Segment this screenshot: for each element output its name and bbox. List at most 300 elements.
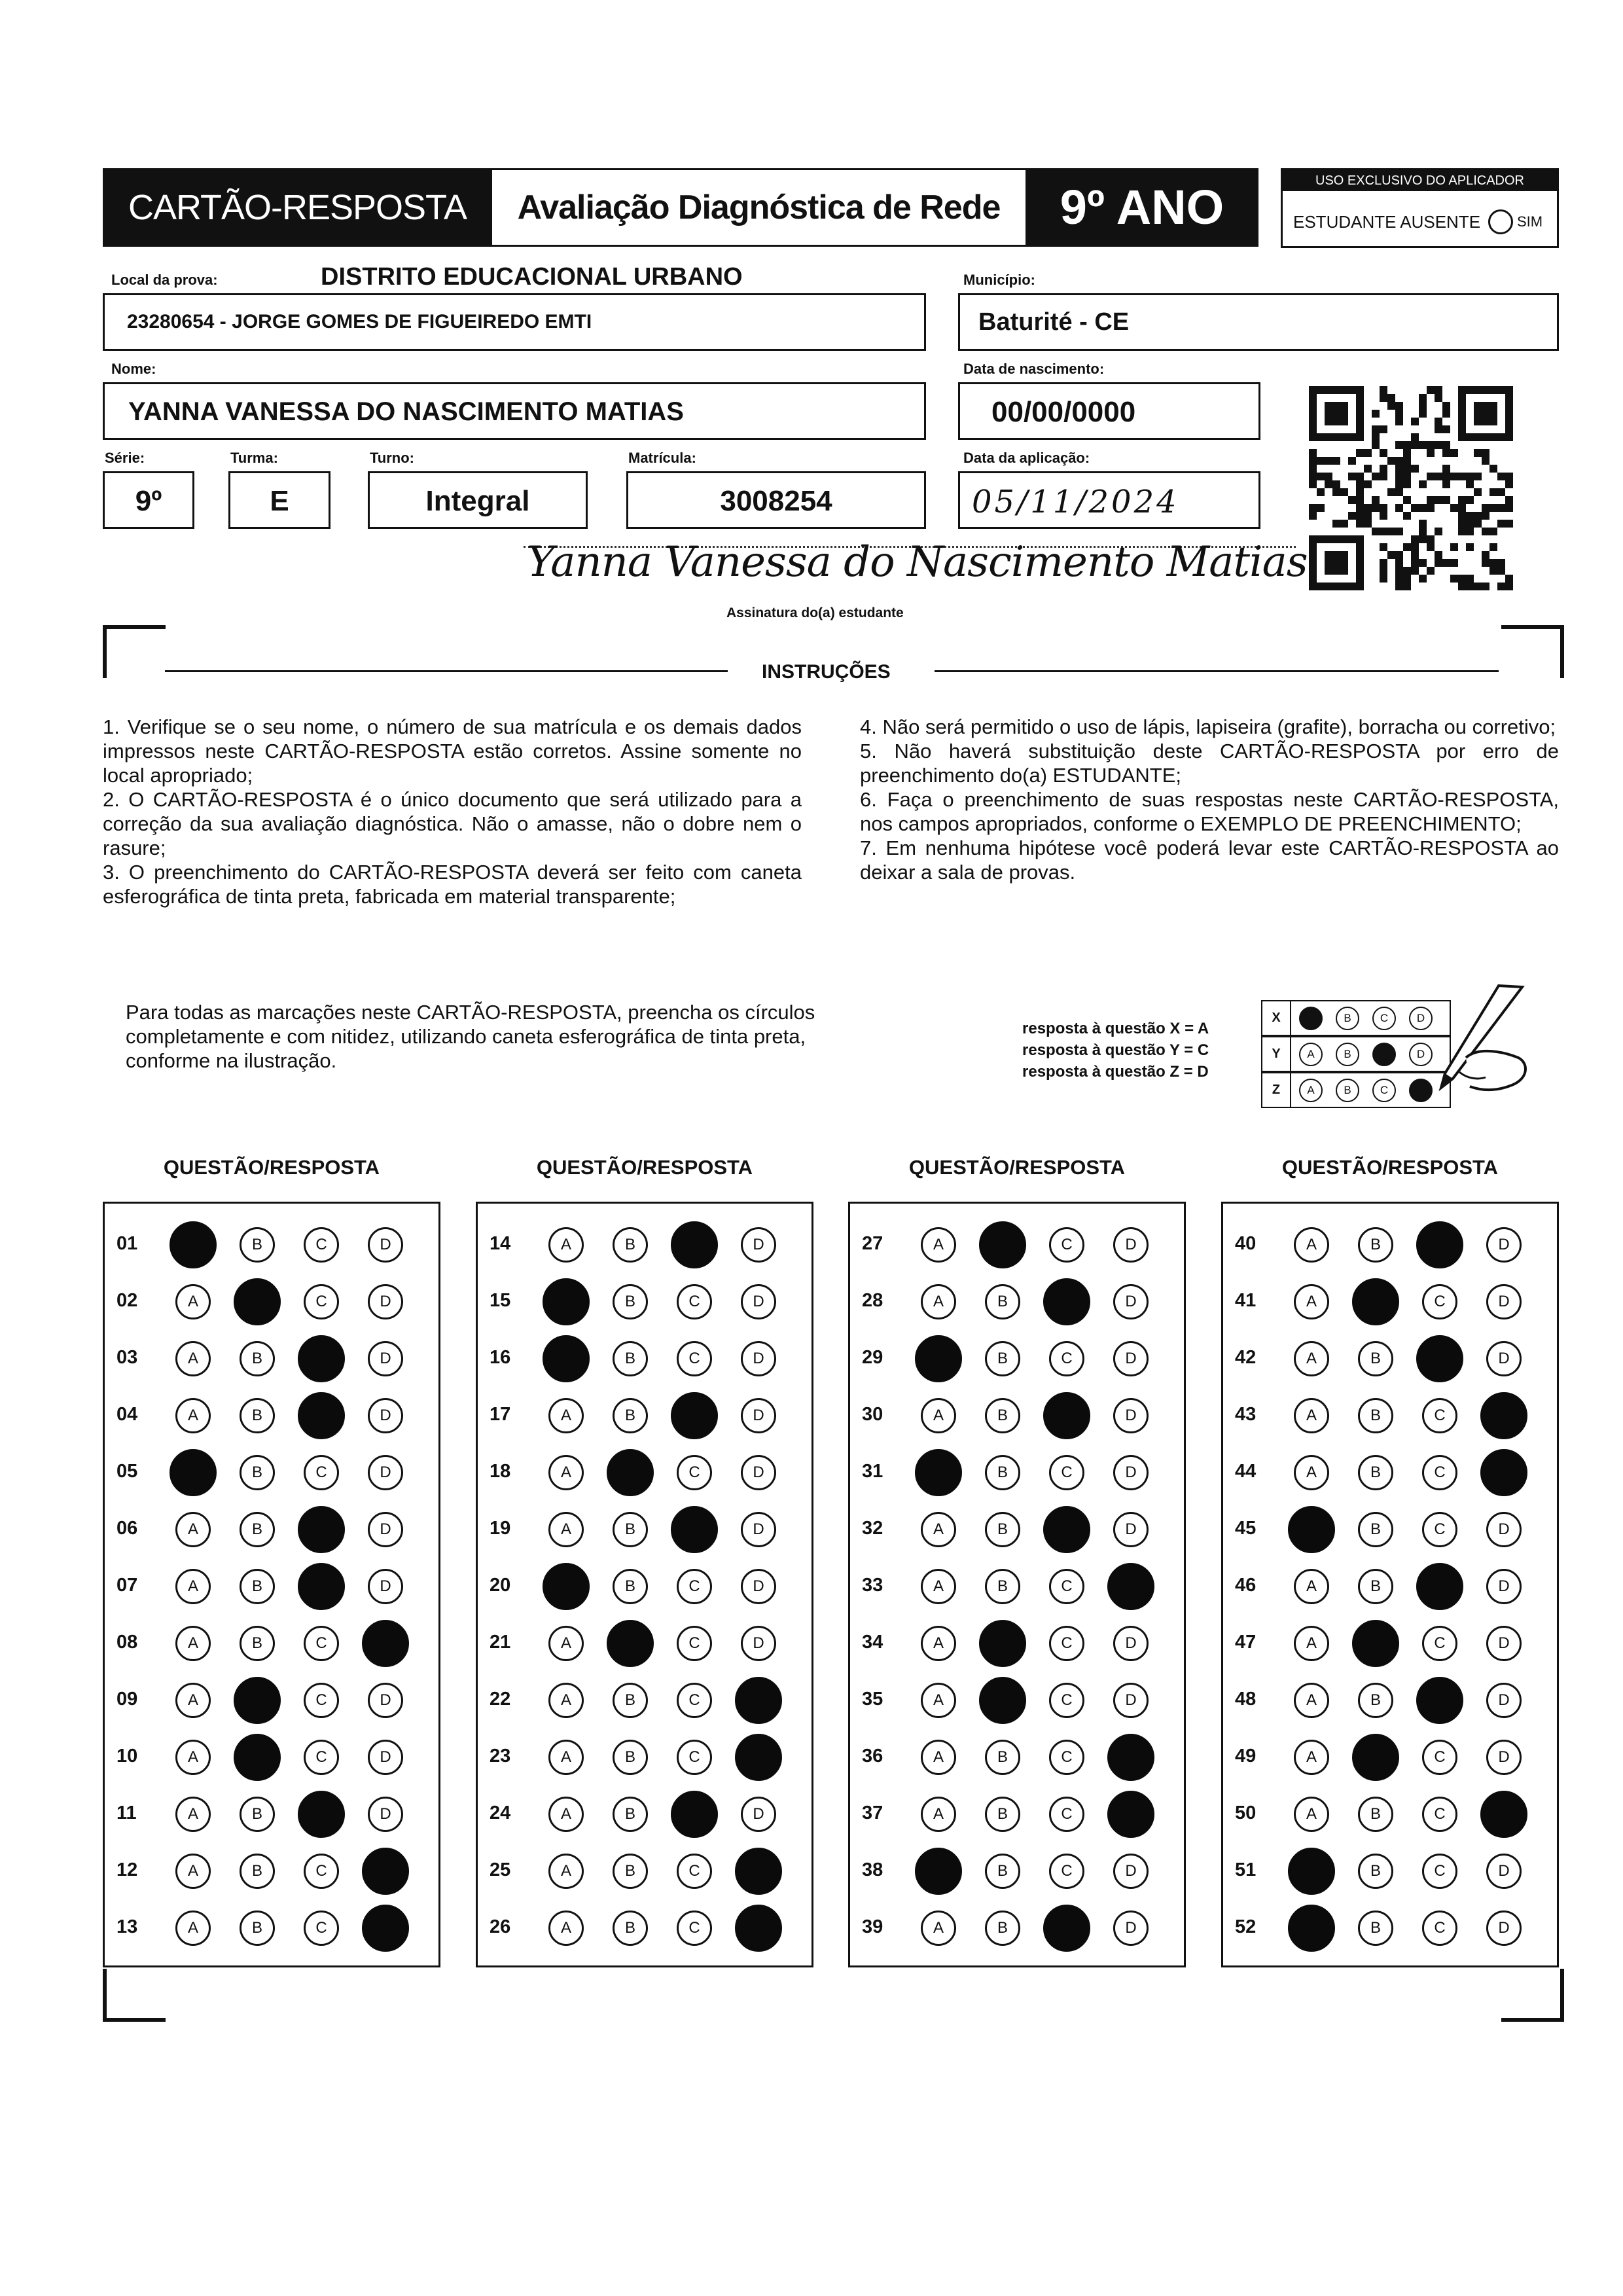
answer-bubble-a[interactable] <box>543 1563 590 1610</box>
turno-field <box>368 471 588 529</box>
question-number: 37 <box>862 1803 883 1823</box>
example-bubble-a <box>1299 1007 1323 1030</box>
answer-bubble-c[interactable]: C <box>304 1854 339 1889</box>
qr-module <box>1427 496 1435 504</box>
answer-bubble-d[interactable]: D <box>741 1626 776 1661</box>
answer-bubble-b[interactable] <box>979 1221 1026 1268</box>
answer-bubble-a[interactable]: A <box>921 1284 956 1319</box>
answer-bubble-d[interactable]: D <box>1113 1512 1149 1547</box>
answer-bubble-b[interactable] <box>234 1734 281 1781</box>
answer-bubble-d[interactable]: D <box>741 1284 776 1319</box>
answer-bubble-a[interactable]: A <box>921 1626 956 1661</box>
answer-bubble-c[interactable] <box>1043 1506 1090 1553</box>
answer-bubble-c[interactable]: C <box>1049 1341 1084 1376</box>
qr-module <box>1332 480 1340 488</box>
question-number: 36 <box>862 1746 883 1767</box>
answer-bubble-b[interactable]: B <box>985 1854 1020 1889</box>
answer-bubble-d[interactable] <box>362 1620 409 1667</box>
answer-bubble-a[interactable]: A <box>548 1854 584 1889</box>
question-number: 26 <box>490 1916 511 1937</box>
answer-bubble-b[interactable]: B <box>613 1227 648 1263</box>
answer-bubble-c[interactable]: C <box>304 1683 339 1718</box>
answer-bubble-d[interactable]: D <box>368 1740 403 1775</box>
answer-bubble-b[interactable] <box>1352 1620 1399 1667</box>
answer-bubble-a[interactable]: A <box>921 1512 956 1547</box>
answer-bubble-b[interactable]: B <box>613 1797 648 1832</box>
answer-bubble-d[interactable]: D <box>368 1683 403 1718</box>
answer-bubble-a[interactable]: A <box>175 1910 211 1946</box>
qr-module <box>1387 488 1395 496</box>
answer-bubble-b[interactable]: B <box>240 1569 275 1604</box>
answer-bubble-c[interactable]: C <box>677 1569 712 1604</box>
answer-bubble-b[interactable] <box>979 1620 1026 1667</box>
example-legend <box>1022 1018 1209 1083</box>
answer-bubble-b[interactable]: B <box>240 1227 275 1263</box>
answer-bubble-d[interactable]: D <box>1113 1284 1149 1319</box>
answer-bubble-a[interactable]: A <box>175 1398 211 1433</box>
answer-bubble-b[interactable]: B <box>613 1854 648 1889</box>
answer-bubble-d[interactable]: D <box>1486 1854 1522 1889</box>
answer-bubble-d[interactable]: D <box>1113 1227 1149 1263</box>
answer-bubble-a[interactable]: A <box>548 1626 584 1661</box>
qr-module <box>1403 480 1411 488</box>
qr-module <box>1466 520 1474 528</box>
qr-module <box>1403 583 1411 590</box>
answer-bubble-d[interactable]: D <box>1486 1284 1522 1319</box>
answer-bubble-b[interactable]: B <box>240 1797 275 1832</box>
answer-bubble-d[interactable] <box>1107 1563 1154 1610</box>
qr-module <box>1482 583 1489 590</box>
answer-bubble-b[interactable]: B <box>985 1341 1020 1376</box>
qr-module <box>1458 512 1466 520</box>
answer-bubble-b[interactable]: B <box>240 1910 275 1946</box>
qr-module <box>1348 512 1356 520</box>
answer-bubble-d[interactable]: D <box>368 1455 403 1490</box>
answer-bubble-d[interactable] <box>1107 1791 1154 1838</box>
qr-module <box>1442 496 1450 504</box>
answer-bubble-d[interactable]: D <box>741 1569 776 1604</box>
answer-bubble-d[interactable]: D <box>368 1797 403 1832</box>
answer-bubble-c[interactable]: C <box>1049 1797 1084 1832</box>
answer-bubble-d[interactable]: D <box>741 1227 776 1263</box>
answer-bubble-c[interactable]: C <box>304 1227 339 1263</box>
answer-bubble-a[interactable]: A <box>175 1512 211 1547</box>
question-row <box>1223 1557 1557 1614</box>
answer-bubble-b[interactable] <box>607 1620 654 1667</box>
answer-bubble-c[interactable]: C <box>304 1626 339 1661</box>
answer-bubble-c[interactable] <box>298 1506 345 1553</box>
answer-bubble-a[interactable]: A <box>175 1341 211 1376</box>
answer-bubble-c[interactable]: C <box>1049 1569 1084 1604</box>
qr-finder <box>1325 551 1348 575</box>
answer-bubble-a[interactable]: A <box>921 1797 956 1832</box>
answer-bubble-b[interactable]: B <box>613 1398 648 1433</box>
answer-bubble-a[interactable]: A <box>548 1740 584 1775</box>
qr-module <box>1505 504 1513 512</box>
answer-bubble-a[interactable]: A <box>548 1398 584 1433</box>
answer-bubble-c[interactable]: C <box>1422 1512 1457 1547</box>
answer-bubble-c[interactable]: C <box>304 1910 339 1946</box>
question-row <box>1223 1500 1557 1557</box>
answer-bubble-b[interactable]: B <box>240 1341 275 1376</box>
qr-module <box>1395 480 1403 488</box>
question-number: 15 <box>490 1290 511 1311</box>
answer-bubble-a[interactable]: A <box>1294 1227 1329 1263</box>
answer-bubble-a[interactable]: A <box>175 1626 211 1661</box>
qr-module <box>1505 473 1513 480</box>
question-number: 24 <box>490 1803 511 1823</box>
answer-bubble-c[interactable] <box>1416 1335 1463 1382</box>
answer-bubble-d[interactable]: D <box>1113 1341 1149 1376</box>
answer-bubble-b[interactable]: B <box>985 1512 1020 1547</box>
qr-module <box>1450 473 1458 480</box>
answer-bubble-c[interactable]: C <box>677 1284 712 1319</box>
question-number: 32 <box>862 1518 883 1539</box>
answer-bubble-a[interactable]: A <box>921 1740 956 1775</box>
answer-bubble-d[interactable]: D <box>741 1455 776 1490</box>
answer-bubble-d[interactable] <box>735 1905 782 1952</box>
qr-module <box>1372 504 1380 512</box>
qr-module <box>1317 504 1325 512</box>
answer-bubble-a[interactable]: A <box>1294 1797 1329 1832</box>
answer-bubble-c[interactable]: C <box>304 1284 339 1319</box>
qr-module <box>1505 520 1513 528</box>
answer-bubble-b[interactable]: B <box>985 1398 1020 1433</box>
answer-bubble-d[interactable]: D <box>741 1341 776 1376</box>
answer-bubble-c[interactable] <box>671 1791 718 1838</box>
answer-bubble-b[interactable]: B <box>1358 1227 1393 1263</box>
question-number: 40 <box>1235 1233 1257 1254</box>
answer-bubble-d[interactable] <box>1107 1734 1154 1781</box>
answer-bubble-c[interactable]: C <box>677 1455 712 1490</box>
turma-value: E <box>270 485 289 517</box>
answer-bubble-d[interactable]: D <box>1486 1683 1522 1718</box>
answer-bubble-c[interactable]: C <box>1422 1797 1457 1832</box>
answer-bubble-a[interactable]: A <box>1294 1455 1329 1490</box>
answer-bubble-c[interactable] <box>1043 1905 1090 1952</box>
answer-bubble-d[interactable]: D <box>1113 1398 1149 1433</box>
aplicacao-value: 05/11/2024 <box>972 484 1179 520</box>
qr-module <box>1419 520 1427 528</box>
answer-bubble-a[interactable] <box>1288 1848 1335 1895</box>
qr-module <box>1403 473 1411 480</box>
answer-bubble-a[interactable]: A <box>548 1227 584 1263</box>
answer-bubble-d[interactable]: D <box>741 1512 776 1547</box>
answer-bubble-b[interactable]: B <box>613 1569 648 1604</box>
qr-module <box>1466 480 1474 488</box>
answer-bubble-c[interactable]: C <box>677 1910 712 1946</box>
answer-bubble-c[interactable] <box>1416 1221 1463 1268</box>
qr-finder <box>1474 402 1497 425</box>
answer-bubble-c[interactable] <box>1043 1278 1090 1325</box>
qr-module <box>1489 559 1497 567</box>
answer-bubble-c[interactable] <box>671 1506 718 1553</box>
answer-bubble-c[interactable]: C <box>677 1341 712 1376</box>
nascimento-label: Data de nascimento: <box>963 361 1105 377</box>
qr-module <box>1356 504 1364 512</box>
answer-bubble-b[interactable]: B <box>240 1512 275 1547</box>
answer-bubble-a[interactable]: A <box>175 1569 211 1604</box>
answer-bubble-c[interactable]: C <box>304 1455 339 1490</box>
answer-bubble-a[interactable]: A <box>921 1910 956 1946</box>
answer-bubble-a[interactable] <box>543 1278 590 1325</box>
answer-bubble-d[interactable]: D <box>1486 1227 1522 1263</box>
qr-module <box>1442 559 1450 567</box>
answer-bubble-a[interactable]: A <box>1294 1683 1329 1718</box>
answer-bubble-d[interactable]: D <box>368 1398 403 1433</box>
answer-bubble-c[interactable] <box>1043 1392 1090 1439</box>
school-field <box>103 293 926 351</box>
question-number: 35 <box>862 1689 883 1710</box>
answer-bubble-a[interactable]: A <box>548 1512 584 1547</box>
answer-bubble-d[interactable]: D <box>1486 1512 1522 1547</box>
answer-bubble-d[interactable]: D <box>1113 1683 1149 1718</box>
answer-bubble-d[interactable]: D <box>1486 1569 1522 1604</box>
qr-module <box>1497 520 1505 528</box>
qr-module <box>1419 410 1427 418</box>
qr-module <box>1380 449 1387 457</box>
instructions-right: 4. Não será permitido o uso de lápis, lapiseira (grafite), borracha ou corretivo; 5. Não haverá substituição deste CARTÃO-RESPOSTA por erro de preenchimento do(a) ESTUDANTE; 6. Faça o preenchimento de suas respostas neste CARTÃO-RESPOSTA, nos campos apropriados, conforme o EXEMPLO DE PREENCHIMENTO; 7. Em nenhuma hipótese você poderá levar este CARTÃO-RESPOSTA ao deixar a sala de provas. <box>860 715 1559 884</box>
answer-bubble-b[interactable] <box>234 1278 281 1325</box>
answer-bubble-b[interactable] <box>979 1677 1026 1724</box>
answer-bubble-a[interactable]: A <box>1294 1740 1329 1775</box>
answer-bubble-d[interactable] <box>362 1905 409 1952</box>
answer-bubble-b[interactable]: B <box>1358 1455 1393 1490</box>
answer-bubble-b[interactable]: B <box>1358 1341 1393 1376</box>
matricula-label: Matrícula: <box>628 450 696 466</box>
municipio-value: Baturité - CE <box>978 308 1130 336</box>
qr-module <box>1403 449 1411 457</box>
qr-module <box>1442 441 1450 449</box>
qr-module <box>1482 457 1489 465</box>
answer-bubble-d[interactable]: D <box>1486 1740 1522 1775</box>
answer-bubble-a[interactable]: A <box>1294 1569 1329 1604</box>
answer-bubble-b[interactable]: B <box>613 1740 648 1775</box>
answer-bubble-b[interactable]: B <box>240 1455 275 1490</box>
answer-bubble-b[interactable]: B <box>985 1455 1020 1490</box>
question-row <box>850 1500 1184 1557</box>
answer-bubble-c[interactable] <box>671 1221 718 1268</box>
answer-bubble-a[interactable]: A <box>175 1683 211 1718</box>
answer-bubble-b[interactable] <box>234 1677 281 1724</box>
qr-module <box>1380 386 1387 394</box>
qr-module <box>1489 528 1497 535</box>
answer-bubble-b[interactable]: B <box>240 1626 275 1661</box>
answer-bubble-c[interactable]: C <box>677 1626 712 1661</box>
answer-bubble-c[interactable]: C <box>1049 1626 1084 1661</box>
grade-label: 9º ANO <box>1026 168 1258 247</box>
answer-bubble-a[interactable] <box>169 1221 217 1268</box>
answer-bubble-c[interactable]: C <box>1422 1398 1457 1433</box>
question-row <box>850 1785 1184 1842</box>
answer-bubble-a[interactable]: A <box>921 1569 956 1604</box>
question-row <box>850 1215 1184 1272</box>
qr-module <box>1474 512 1482 520</box>
question-number: 44 <box>1235 1461 1257 1482</box>
qr-module <box>1435 418 1442 425</box>
answer-bubble-c[interactable]: C <box>1049 1854 1084 1889</box>
qr-module <box>1332 520 1340 528</box>
answer-bubble-b[interactable] <box>1352 1734 1399 1781</box>
answer-bubble-c[interactable]: C <box>1422 1910 1457 1946</box>
qr-module <box>1474 488 1482 496</box>
qr-module <box>1419 480 1427 488</box>
answer-bubble-d[interactable]: D <box>741 1797 776 1832</box>
answer-bubble-b[interactable]: B <box>985 1284 1020 1319</box>
answer-bubble-d[interactable]: D <box>1486 1341 1522 1376</box>
answer-bubble-a[interactable]: A <box>548 1910 584 1946</box>
answer-bubble-c[interactable] <box>298 1392 345 1439</box>
qr-module <box>1489 567 1497 575</box>
answer-bubble-b[interactable]: B <box>985 1910 1020 1946</box>
answer-bubble-b[interactable] <box>607 1449 654 1496</box>
answer-bubble-b[interactable]: B <box>985 1797 1020 1832</box>
answer-bubble-b[interactable]: B <box>613 1910 648 1946</box>
answer-bubble-d[interactable]: D <box>1113 1455 1149 1490</box>
qr-module <box>1380 425 1387 433</box>
qr-module <box>1427 504 1435 512</box>
example-bubble-c: C <box>1372 1079 1396 1102</box>
answer-bubble-a[interactable] <box>915 1449 962 1496</box>
answer-bubble-c[interactable]: C <box>304 1740 339 1775</box>
answer-bubble-d[interactable]: D <box>1113 1854 1149 1889</box>
question-row <box>105 1557 438 1614</box>
answer-bubble-b[interactable]: B <box>240 1854 275 1889</box>
answer-bubble-b[interactable]: B <box>613 1683 648 1718</box>
student-absent-bubble[interactable] <box>1488 209 1513 234</box>
answer-bubble-c[interactable]: C <box>677 1683 712 1718</box>
qr-module <box>1450 543 1458 551</box>
qr-module <box>1395 410 1403 418</box>
answer-bubble-d[interactable]: D <box>368 1284 403 1319</box>
answer-bubble-a[interactable]: A <box>1294 1398 1329 1433</box>
answer-bubble-c[interactable]: C <box>1422 1284 1457 1319</box>
answer-bubble-a[interactable]: A <box>1294 1626 1329 1661</box>
answer-bubble-a[interactable]: A <box>548 1455 584 1490</box>
answer-bubble-b[interactable]: B <box>1358 1854 1393 1889</box>
answer-bubble-d[interactable] <box>735 1734 782 1781</box>
answer-bubble-c[interactable]: C <box>1422 1740 1457 1775</box>
answer-bubble-a[interactable]: A <box>921 1683 956 1718</box>
answer-bubble-d[interactable] <box>362 1848 409 1895</box>
qr-module <box>1387 457 1395 465</box>
answer-bubble-c[interactable] <box>298 1791 345 1838</box>
question-number: 29 <box>862 1347 883 1368</box>
answer-bubble-b[interactable]: B <box>985 1740 1020 1775</box>
qr-module <box>1387 528 1395 535</box>
qr-module <box>1474 520 1482 528</box>
answer-bubble-c[interactable]: C <box>1422 1455 1457 1490</box>
answer-bubble-d[interactable]: D <box>368 1569 403 1604</box>
qr-module <box>1395 504 1403 512</box>
answer-bubble-d[interactable] <box>735 1848 782 1895</box>
answer-bubble-d[interactable]: D <box>741 1398 776 1433</box>
answer-bubble-b[interactable]: B <box>613 1512 648 1547</box>
answer-bubble-c[interactable]: C <box>1049 1227 1084 1263</box>
answer-bubble-c[interactable] <box>671 1392 718 1439</box>
answer-bubble-d[interactable] <box>1480 1791 1527 1838</box>
qr-module <box>1458 575 1466 583</box>
answer-bubble-a[interactable]: A <box>175 1854 211 1889</box>
aplicacao-field <box>958 471 1260 529</box>
answer-bubble-a[interactable]: A <box>175 1284 211 1319</box>
answer-bubble-c[interactable]: C <box>1049 1740 1084 1775</box>
answer-bubble-c[interactable]: C <box>1049 1683 1084 1718</box>
answer-bubble-a[interactable] <box>543 1335 590 1382</box>
qr-module <box>1435 386 1442 394</box>
answer-bubble-a[interactable]: A <box>1294 1341 1329 1376</box>
qr-module <box>1458 583 1466 590</box>
answer-bubble-a[interactable] <box>169 1449 217 1496</box>
applicator-box <box>1281 168 1559 248</box>
qr-module <box>1419 504 1427 512</box>
answer-bubble-c[interactable]: C <box>1422 1626 1457 1661</box>
answer-bubble-a[interactable]: A <box>548 1797 584 1832</box>
answer-bubble-a[interactable] <box>915 1335 962 1382</box>
answer-bubble-b[interactable]: B <box>613 1341 648 1376</box>
answer-bubble-c[interactable] <box>1416 1677 1463 1724</box>
answer-bubble-c[interactable] <box>1416 1563 1463 1610</box>
answer-bubble-a[interactable]: A <box>175 1797 211 1832</box>
answer-bubble-a[interactable]: A <box>921 1398 956 1433</box>
answer-bubble-b[interactable]: B <box>1358 1683 1393 1718</box>
question-row <box>105 1215 438 1272</box>
answer-bubble-d[interactable]: D <box>1486 1910 1522 1946</box>
answer-bubble-d[interactable]: D <box>368 1512 403 1547</box>
answer-bubble-d[interactable]: D <box>368 1341 403 1376</box>
answer-bubble-d[interactable]: D <box>1113 1910 1149 1946</box>
answer-bubble-b[interactable]: B <box>985 1569 1020 1604</box>
answer-bubble-b[interactable]: B <box>1358 1797 1393 1832</box>
answer-bubble-a[interactable] <box>1288 1506 1335 1553</box>
corner-mark-bottom-right <box>1501 1969 1564 2022</box>
answer-bubble-d[interactable]: D <box>1113 1626 1149 1661</box>
answer-bubble-d[interactable]: D <box>368 1227 403 1263</box>
answer-bubble-d[interactable] <box>1480 1392 1527 1439</box>
answer-bubble-b[interactable] <box>1352 1278 1399 1325</box>
answer-bubble-c[interactable]: C <box>1422 1854 1457 1889</box>
answer-bubble-a[interactable] <box>915 1848 962 1895</box>
matricula-value: 3008254 <box>720 485 832 517</box>
answer-bubble-c[interactable]: C <box>677 1854 712 1889</box>
answer-column <box>848 1202 1186 1967</box>
answer-bubble-d[interactable] <box>735 1677 782 1724</box>
answer-bubble-a[interactable]: A <box>175 1740 211 1775</box>
question-number: 02 <box>116 1290 138 1311</box>
qr-module <box>1309 480 1317 488</box>
answer-bubble-a[interactable] <box>1288 1905 1335 1952</box>
question-number: 21 <box>490 1632 511 1653</box>
answer-bubble-a[interactable]: A <box>1294 1284 1329 1319</box>
answer-bubble-c[interactable]: C <box>1049 1455 1084 1490</box>
example-legend-x: resposta à questão X = A <box>1022 1020 1209 1037</box>
answer-bubble-d[interactable]: D <box>1486 1626 1522 1661</box>
question-row <box>1223 1329 1557 1386</box>
qr-module <box>1489 504 1497 512</box>
answer-bubble-c[interactable] <box>298 1335 345 1382</box>
answer-bubble-d[interactable] <box>1480 1449 1527 1496</box>
answer-bubble-b[interactable]: B <box>1358 1512 1393 1547</box>
answer-bubble-c[interactable] <box>298 1563 345 1610</box>
answer-bubble-a[interactable]: A <box>921 1227 956 1263</box>
answer-bubble-b[interactable]: B <box>1358 1569 1393 1604</box>
answer-bubble-c[interactable]: C <box>677 1740 712 1775</box>
answer-bubble-b[interactable]: B <box>1358 1398 1393 1433</box>
answer-bubble-b[interactable]: B <box>1358 1910 1393 1946</box>
answer-bubble-b[interactable]: B <box>613 1284 648 1319</box>
answer-bubble-b[interactable]: B <box>240 1398 275 1433</box>
answer-bubble-a[interactable]: A <box>548 1683 584 1718</box>
